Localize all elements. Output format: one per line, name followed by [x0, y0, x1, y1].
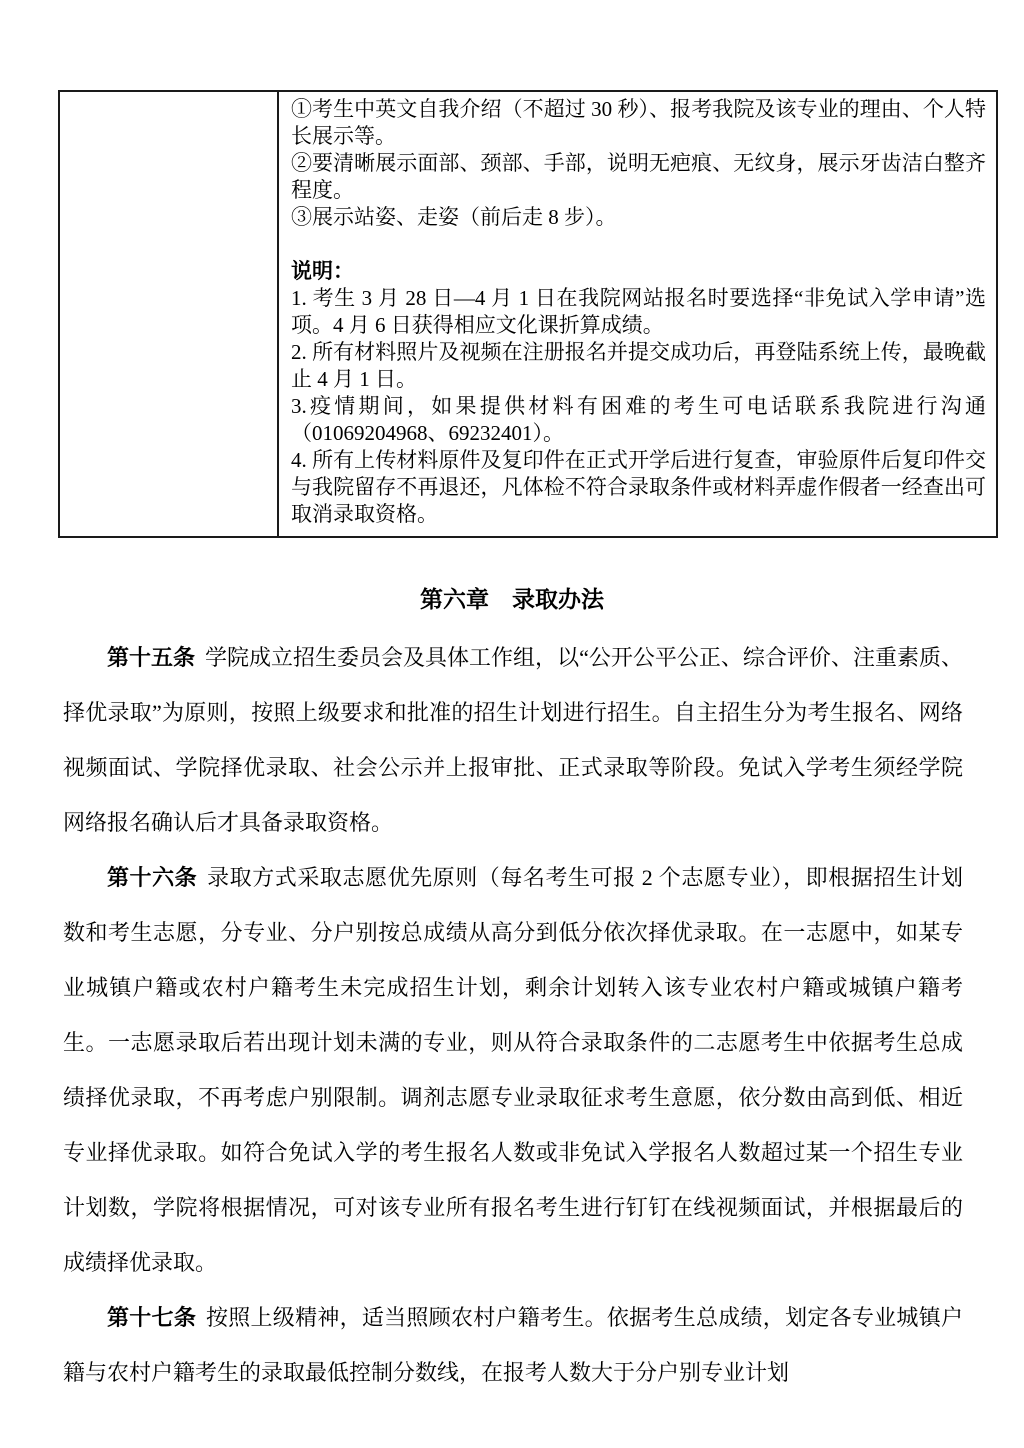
- note-item-1: 1. 考生 3 月 28 日—4 月 1 日在我院网站报名时要选择“非免试入学申请”选项。4 月 6 日获得相应文化课折算成绩。: [291, 286, 986, 337]
- admission-requirements-table: [58, 90, 998, 538]
- interview-requirement-1: ①考生中英文自我介绍（不超过 30 秒）、报考我院及该专业的理由、个人特长展示等。: [291, 97, 986, 148]
- article-16-text: 录取方式采取志愿优先原则（每名考生可报 2 个志愿专业），即根据招生计划数和考生志愿，分专业、分户别按总成绩从高分到低分依次择优录取。在一志愿中，如某专业城镇户籍或农村户籍考生未完成招生计划，剩余计划转入该专业农村户籍或城镇户籍考生。一志愿录取后若出现计划未满的专业，则从符合录取条件的二志愿考生中依据考生总成绩择优录取，不再考虑户别限制。调剂志愿专业录取征求考生意愿，依分数由高到低、相近专业择优录取。如符合免试入学的考生报名人数或非免试入学报名人数超过某一个招生专业计划数，学院将根据情况，可对该专业所有报名考生进行钉钉在线视频面试，并根据最后的成绩择优录取。: [63, 865, 963, 1275]
- article-15-label: 第十五条: [107, 645, 196, 670]
- notes-label: 说明：: [291, 259, 354, 283]
- article-16: [63, 850, 963, 1290]
- interview-requirement-2: ②要清晰展示面部、颈部、手部，说明无疤痕、无纹身，展示牙齿洁白整齐程度。: [291, 151, 986, 202]
- article-17: [63, 1290, 963, 1400]
- note-item-4: 4. 所有上传材料原件及复印件在正式开学后进行复查，审验原件后复印件交与我院留存不再退还，凡体检不符合录取条件或材料弄虚作假者一经查出可取消录取资格。: [291, 448, 986, 526]
- note-item-2: 2. 所有材料照片及视频在注册报名并提交成功后，再登陆系统上传，最晚截止 4 月 1 日。: [291, 340, 986, 391]
- articles-section: [63, 630, 963, 1400]
- note-item-3: 3.疫情期间，如果提供材料有困难的考生可电话联系我院进行沟通（01069204968、69232401）。: [291, 394, 986, 445]
- table-cell-left-empty: [59, 91, 278, 537]
- table-cell-content: [278, 91, 997, 537]
- chapter-heading: 第六章 录取办法: [420, 587, 604, 612]
- table-row: [59, 91, 997, 537]
- interview-requirement-3: ③展示站姿、走姿（前后走 8 步）。: [291, 205, 617, 229]
- article-15: [63, 630, 963, 850]
- blank-line: [291, 231, 986, 258]
- article-17-text: 按照上级精神，适当照顾农村户籍考生。依据考生总成绩，划定各专业城镇户籍与农村户籍考生的录取最低控制分数线，在报考人数大于分户别专业计划: [63, 1305, 963, 1385]
- article-16-label: 第十六条: [107, 865, 198, 890]
- article-17-label: 第十七条: [107, 1305, 197, 1330]
- article-15-text: 学院成立招生委员会及具体工作组，以“公开公平公正、综合评价、注重素质、择优录取”为原则，按照上级要求和批准的招生计划进行招生。自主招生分为考生报名、网络视频面试、学院择优录取、社会公示并上报审批、正式录取等阶段。免试入学考生须经学院网络报名确认后才具备录取资格。: [63, 645, 963, 835]
